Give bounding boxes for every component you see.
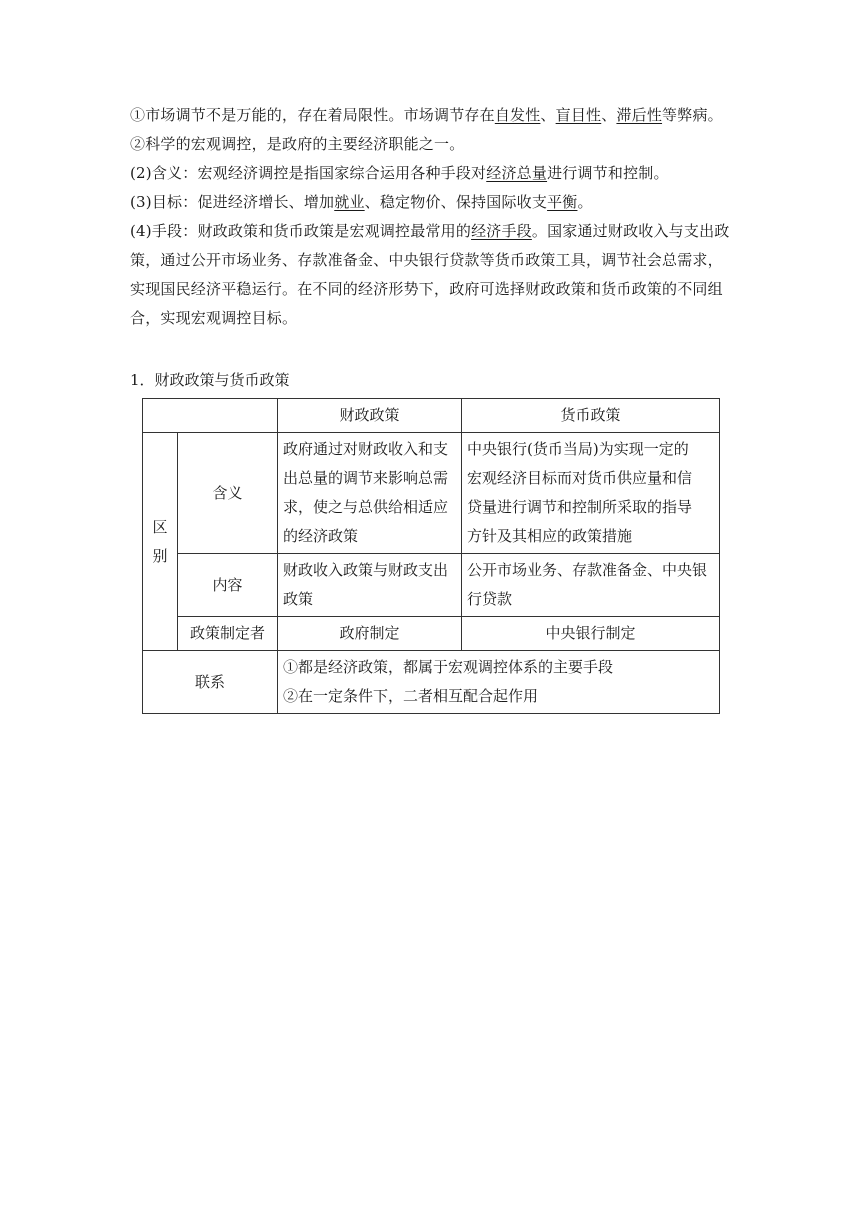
cell-relation xyxy=(278,651,720,714)
cell-line: 公开市场业务、存款准备金、中央银 xyxy=(467,561,708,579)
text: 。 xyxy=(577,193,593,211)
table-row-relation xyxy=(143,651,720,714)
underlined-term: 盲目性 xyxy=(555,106,602,124)
table-row-maker xyxy=(143,617,720,651)
cell-line: 政策 xyxy=(283,590,314,608)
header-fiscal-policy: 财政政策 xyxy=(278,399,462,433)
underlined-term: 经济手段 xyxy=(471,222,532,240)
row-label-meaning: 含义 xyxy=(178,433,278,554)
table-row-meaning xyxy=(143,433,720,554)
text: (4)手段：财政政策和货币政策是宏观调控最常用的 xyxy=(130,222,472,240)
row-label-content: 内容 xyxy=(178,554,278,617)
cell-meaning-fiscal xyxy=(278,433,462,554)
text: ②科学的宏观调控，是政府的主要经济职能之一。 xyxy=(130,135,465,153)
cell-content-monetary xyxy=(462,554,720,617)
underlined-term: 经济总量 xyxy=(486,164,548,182)
group-label-difference xyxy=(143,433,178,651)
row-label-relation: 联系 xyxy=(143,651,278,714)
paragraph-market-limits xyxy=(130,101,730,130)
cell-line: 宏观经济目标而对货币供应量和信 xyxy=(467,469,693,487)
underlined-term: 平衡 xyxy=(547,193,578,211)
cell-line: 政府通过对财政收入和支 xyxy=(283,440,449,458)
text: (2)含义：宏观经济调控是指国家综合运用各种手段对 xyxy=(130,164,487,182)
cell-line: 的经济政策 xyxy=(283,527,359,545)
underlined-term: 就业 xyxy=(334,193,365,211)
header-empty-cell xyxy=(143,399,278,433)
paragraph-definition xyxy=(130,159,730,188)
paragraph-means xyxy=(130,217,730,333)
text: 。国家通过财政收入与支出政策，通过公开市场业务、存款准备金、中央银行贷款等货币政策工具，调节社会总需求，实现国民经济平稳运行。在不同的经济形势下，政府可选择财政政策和货币政策的不同组合，实现宏观调控目标。 xyxy=(130,222,730,327)
text: 、稳定物价、保持国际收支 xyxy=(364,193,548,211)
cell-line: 方针及其相应的政策措施 xyxy=(467,527,633,545)
text: 、 xyxy=(601,106,617,124)
cell-maker-monetary: 中央银行制定 xyxy=(462,617,720,651)
paragraph-macro-control xyxy=(130,130,730,159)
group-label-char: 区 xyxy=(152,517,168,536)
text: 等弊病。 xyxy=(662,106,723,124)
table-row-content xyxy=(143,554,720,617)
cell-meaning-monetary xyxy=(462,433,720,554)
text: 进行调节和控制。 xyxy=(547,164,669,182)
header-monetary-policy: 货币政策 xyxy=(462,399,720,433)
table-header-row xyxy=(143,399,720,433)
cell-line: ①都是经济政策，都属于宏观调控体系的主要手段 xyxy=(283,658,614,676)
row-label-maker: 政策制定者 xyxy=(178,617,278,651)
paragraph-goals xyxy=(130,188,730,217)
cell-maker-fiscal: 政府制定 xyxy=(278,617,462,651)
underlined-term: 滞后性 xyxy=(616,106,663,124)
cell-line: 求，使之与总供给相适应 xyxy=(283,498,449,516)
cell-line: 行贷款 xyxy=(467,590,513,608)
cell-content-fiscal xyxy=(278,554,462,617)
text: ①市场调节不是万能的，存在着局限性。市场调节存在 xyxy=(130,106,495,124)
cell-line: 出总量的调节来影响总需 xyxy=(283,469,449,487)
text: 、 xyxy=(540,106,556,124)
cell-line: ②在一定条件下，二者相互配合起作用 xyxy=(283,687,539,705)
cell-line: 财政收入政策与财政支出 xyxy=(283,561,449,579)
cell-line: 中央银行(货币当局)为实现一定的 xyxy=(467,440,689,458)
policy-comparison-table xyxy=(142,398,720,714)
group-label-char: 别 xyxy=(152,546,168,565)
cell-line: 贷量进行调节和控制所采取的指导 xyxy=(467,498,693,516)
text: (3)目标：促进经济增长、增加 xyxy=(130,193,335,211)
section-heading: 1．财政政策与货币政策 xyxy=(130,371,290,389)
underlined-term: 自发性 xyxy=(494,106,541,124)
